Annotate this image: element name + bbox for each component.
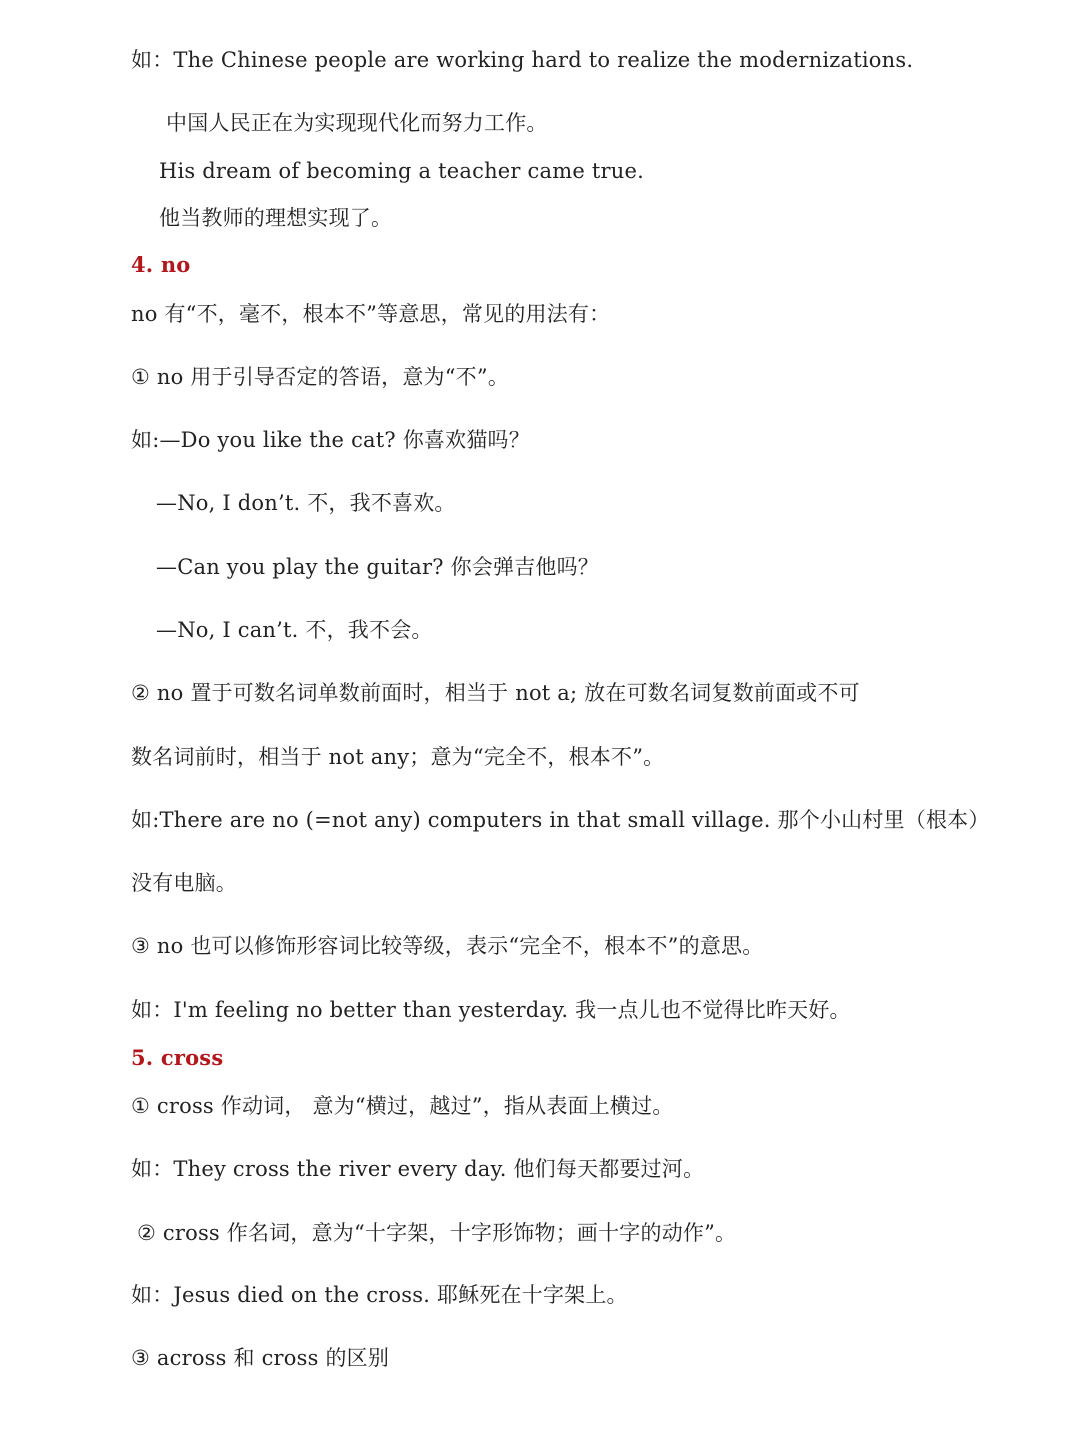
usage-item: ③ across 和 cross 的区别 — [131, 1346, 390, 1370]
paragraph-line: 数名词前时，相当于 not any；意为“完全不，根本不”。 — [131, 745, 665, 769]
example-line: 如：They cross the river every day. 他们每天都要过河。 — [131, 1157, 705, 1181]
example-line: —No, I can’t. 不，我不会。 — [156, 618, 433, 642]
usage-item: ① cross 作动词， 意为“横过，越过”，指从表面上横过。 — [131, 1094, 674, 1118]
usage-item: ③ no 也可以修饰形容词比较等级，表示“完全不，根本不”的意思。 — [131, 934, 764, 958]
section-heading-cross: 5. cross — [131, 1045, 224, 1070]
translation-line: 中国人民正在为实现现代化而努力工作。 — [166, 111, 548, 135]
example-line: —No, I don’t. 不，我不喜欢。 — [156, 491, 456, 515]
section-heading-no: 4. no — [131, 252, 191, 277]
example-line: 如：Jesus died on the cross. 耶稣死在十字架上。 — [131, 1283, 628, 1307]
example-line: 如:There are no (=not any) computers in that small village. 那个小山村里（根本） — [131, 808, 990, 832]
example-line: 如:—Do you like the cat? 你喜欢猫吗？ — [131, 428, 530, 452]
usage-item: ② cross 作名词，意为“十字架，十字形饰物；画十字的动作”。 — [137, 1221, 737, 1245]
paragraph-line: no 有“不，毫不，根本不”等意思，常见的用法有： — [131, 302, 611, 326]
usage-item: ① no 用于引导否定的答语，意为“不”。 — [131, 365, 510, 389]
example-line: 如：I'm feeling no better than yesterday. 我一点儿也不觉得比昨天好。 — [131, 998, 851, 1022]
example-line: His dream of becoming a teacher came true. — [159, 159, 644, 183]
paragraph-line: 没有电脑。 — [131, 871, 237, 895]
translation-line: 他当教师的理想实现了。 — [159, 206, 393, 230]
example-line: 如：The Chinese people are working hard to realize the modernizations. — [131, 48, 914, 72]
usage-item: ② no 置于可数名词单数前面时，相当于 not a; 放在可数名词复数前面或不可 — [131, 681, 860, 705]
example-line: —Can you play the guitar? 你会弹吉他吗？ — [156, 555, 599, 579]
